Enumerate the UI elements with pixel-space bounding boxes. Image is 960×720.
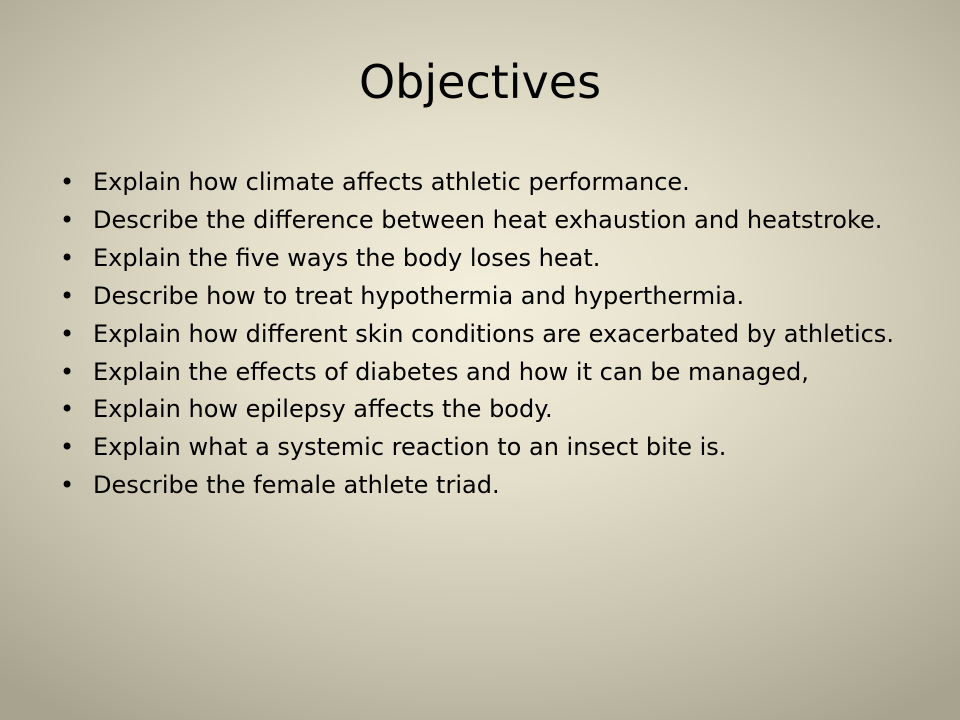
bullet-text: Explain what a systemic reaction to an insect bite is.	[93, 433, 727, 462]
bullet-icon: •	[60, 395, 75, 424]
bullet-text: Describe the female athlete triad.	[93, 471, 500, 500]
bullet-icon: •	[60, 281, 75, 310]
bullet-item	[60, 435, 910, 461]
bullet-item	[60, 397, 910, 423]
objectives-list	[60, 170, 910, 511]
bullet-item	[60, 281, 910, 310]
bullet-text: Explain the five ways the body loses heat.	[93, 243, 601, 272]
bullet-text: Explain the effects of diabetes and how it can be managed,	[93, 357, 809, 386]
bullet-text: Explain how different skin conditions are exacerbated by athletics.	[93, 319, 894, 348]
bullet-item	[60, 473, 910, 499]
bullet-text: Describe how to treat hypothermia and hyperthermia.	[93, 281, 745, 310]
bullet-text: Describe the difference between heat exhaustion and heatstroke.	[93, 205, 883, 234]
bullet-icon: •	[60, 357, 75, 386]
bullet-icon: •	[60, 433, 75, 462]
bullet-item	[60, 170, 910, 196]
bullet-item	[60, 357, 910, 386]
bullet-item	[60, 205, 910, 234]
bullet-icon: •	[60, 168, 75, 196]
slide-title: Objectives	[358, 55, 602, 109]
bullet-item	[60, 319, 910, 348]
bullet-text: Explain how climate affects athletic performance.	[93, 168, 690, 196]
bullet-icon: •	[60, 471, 75, 500]
bullet-text: Explain how epilepsy affects the body.	[93, 395, 553, 424]
bullet-icon: •	[60, 205, 75, 234]
bullet-item	[60, 243, 910, 272]
bullet-icon: •	[60, 319, 75, 348]
bullet-icon: •	[60, 243, 75, 272]
